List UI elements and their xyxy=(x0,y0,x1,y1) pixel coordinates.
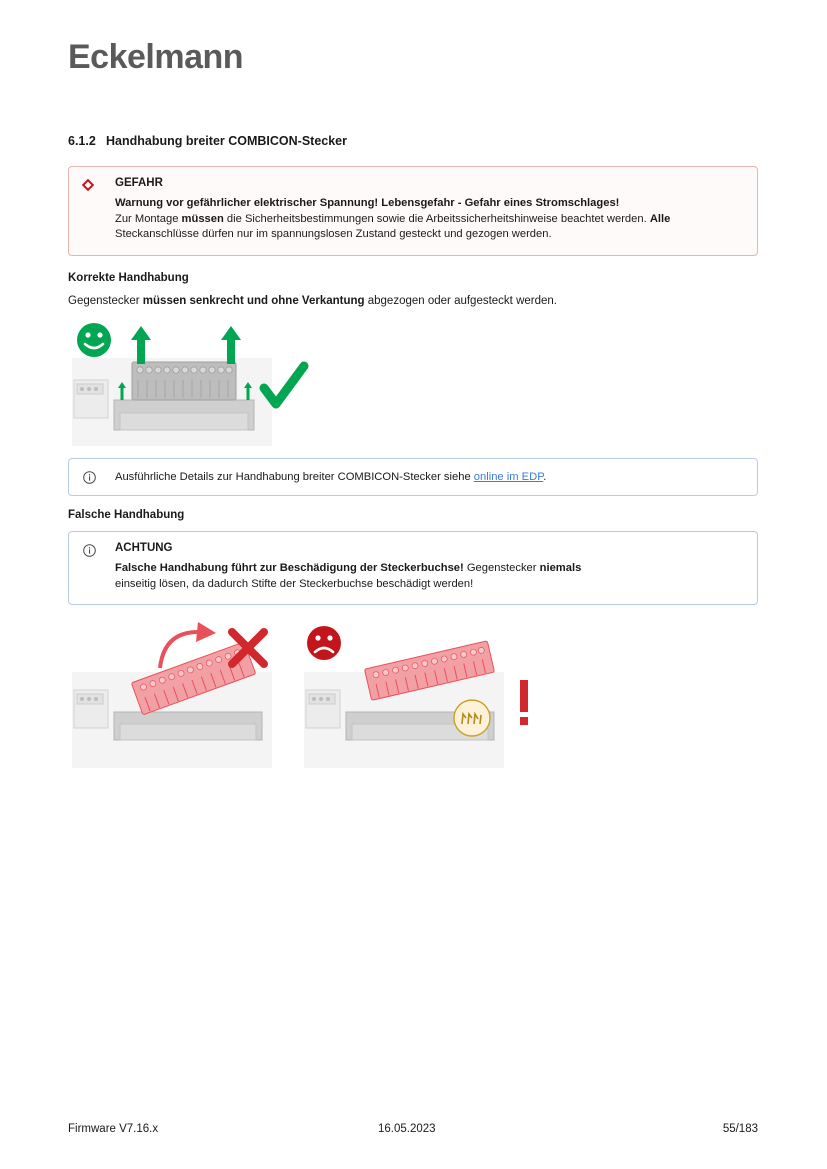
subheading-wrong-handling: Falsche Handhabung xyxy=(68,509,185,521)
figure-correct-handling xyxy=(72,318,392,446)
page-title xyxy=(68,134,347,148)
attention-callout xyxy=(68,531,758,605)
attention-title: ACHTUNG xyxy=(115,542,173,554)
correct-text-bold: müssen senkrecht und ohne Verkantung xyxy=(142,295,365,307)
footer-page-number: 55/183 xyxy=(722,1123,758,1135)
attention-line-2: einseitig lösen, da dadurch Stifte der Steckerbuchse beschädigt werden! xyxy=(115,577,474,590)
info-circle-icon xyxy=(83,544,96,557)
correct-handling-text xyxy=(68,294,557,309)
danger-line-3-post: Steckanschlüsse dürfen nur im spannungslosen Zustand gesteckt und gezogen werden. xyxy=(115,228,552,240)
edp-online-link[interactable]: online im EDP xyxy=(473,471,544,483)
info-callout xyxy=(68,458,758,496)
info-text-pre: Ausführliche Details zur Handhabung breiter COMBICON-Stecker siehe xyxy=(115,471,474,483)
danger-diamond-icon xyxy=(81,178,95,192)
figure-wrong-handling xyxy=(72,620,542,768)
danger-line-2-pre: Zur Montage xyxy=(115,212,182,225)
attention-body xyxy=(115,561,745,592)
attention-line-1-bold: Falsche Handhabung führt zur Beschädigung der Steckerbuchse! xyxy=(115,562,464,574)
correct-text-pre: Gegenstecker xyxy=(68,295,143,307)
danger-line-2-bold: müssen xyxy=(181,212,224,225)
danger-line-1: Warnung vor gefährlicher elektrischer Spannung! Lebensgefahr - Gefahr eines Stromschlages! xyxy=(115,197,620,209)
attention-line-1-mid: Gegenstecker xyxy=(463,562,540,574)
section-number: 6.1.2 xyxy=(68,134,96,148)
danger-title: GEFAHR xyxy=(115,177,163,189)
section-title: Handhabung breiter COMBICON-Stecker xyxy=(106,134,348,148)
subheading-correct-handling: Korrekte Handhabung xyxy=(68,272,189,284)
attention-line-1-bold-2: niemals xyxy=(539,562,582,574)
danger-callout xyxy=(68,166,758,256)
info-text xyxy=(115,469,745,485)
footer-date: 16.05.2023 xyxy=(378,1123,436,1135)
danger-line-2-post: die Sicherheitsbestimmungen sowie die Arbeitssicherheitshinweise beachtet werden. xyxy=(223,212,650,225)
info-text-post: . xyxy=(543,471,547,483)
correct-text-post: abgezogen oder aufgesteckt werden. xyxy=(364,295,557,307)
danger-line-3-bold: Alle xyxy=(649,212,671,225)
danger-body xyxy=(115,196,745,243)
footer-firmware-version: Firmware V7.16.x xyxy=(68,1123,159,1135)
brand-logo: Eckelmann xyxy=(68,38,244,76)
info-circle-icon xyxy=(83,471,96,484)
